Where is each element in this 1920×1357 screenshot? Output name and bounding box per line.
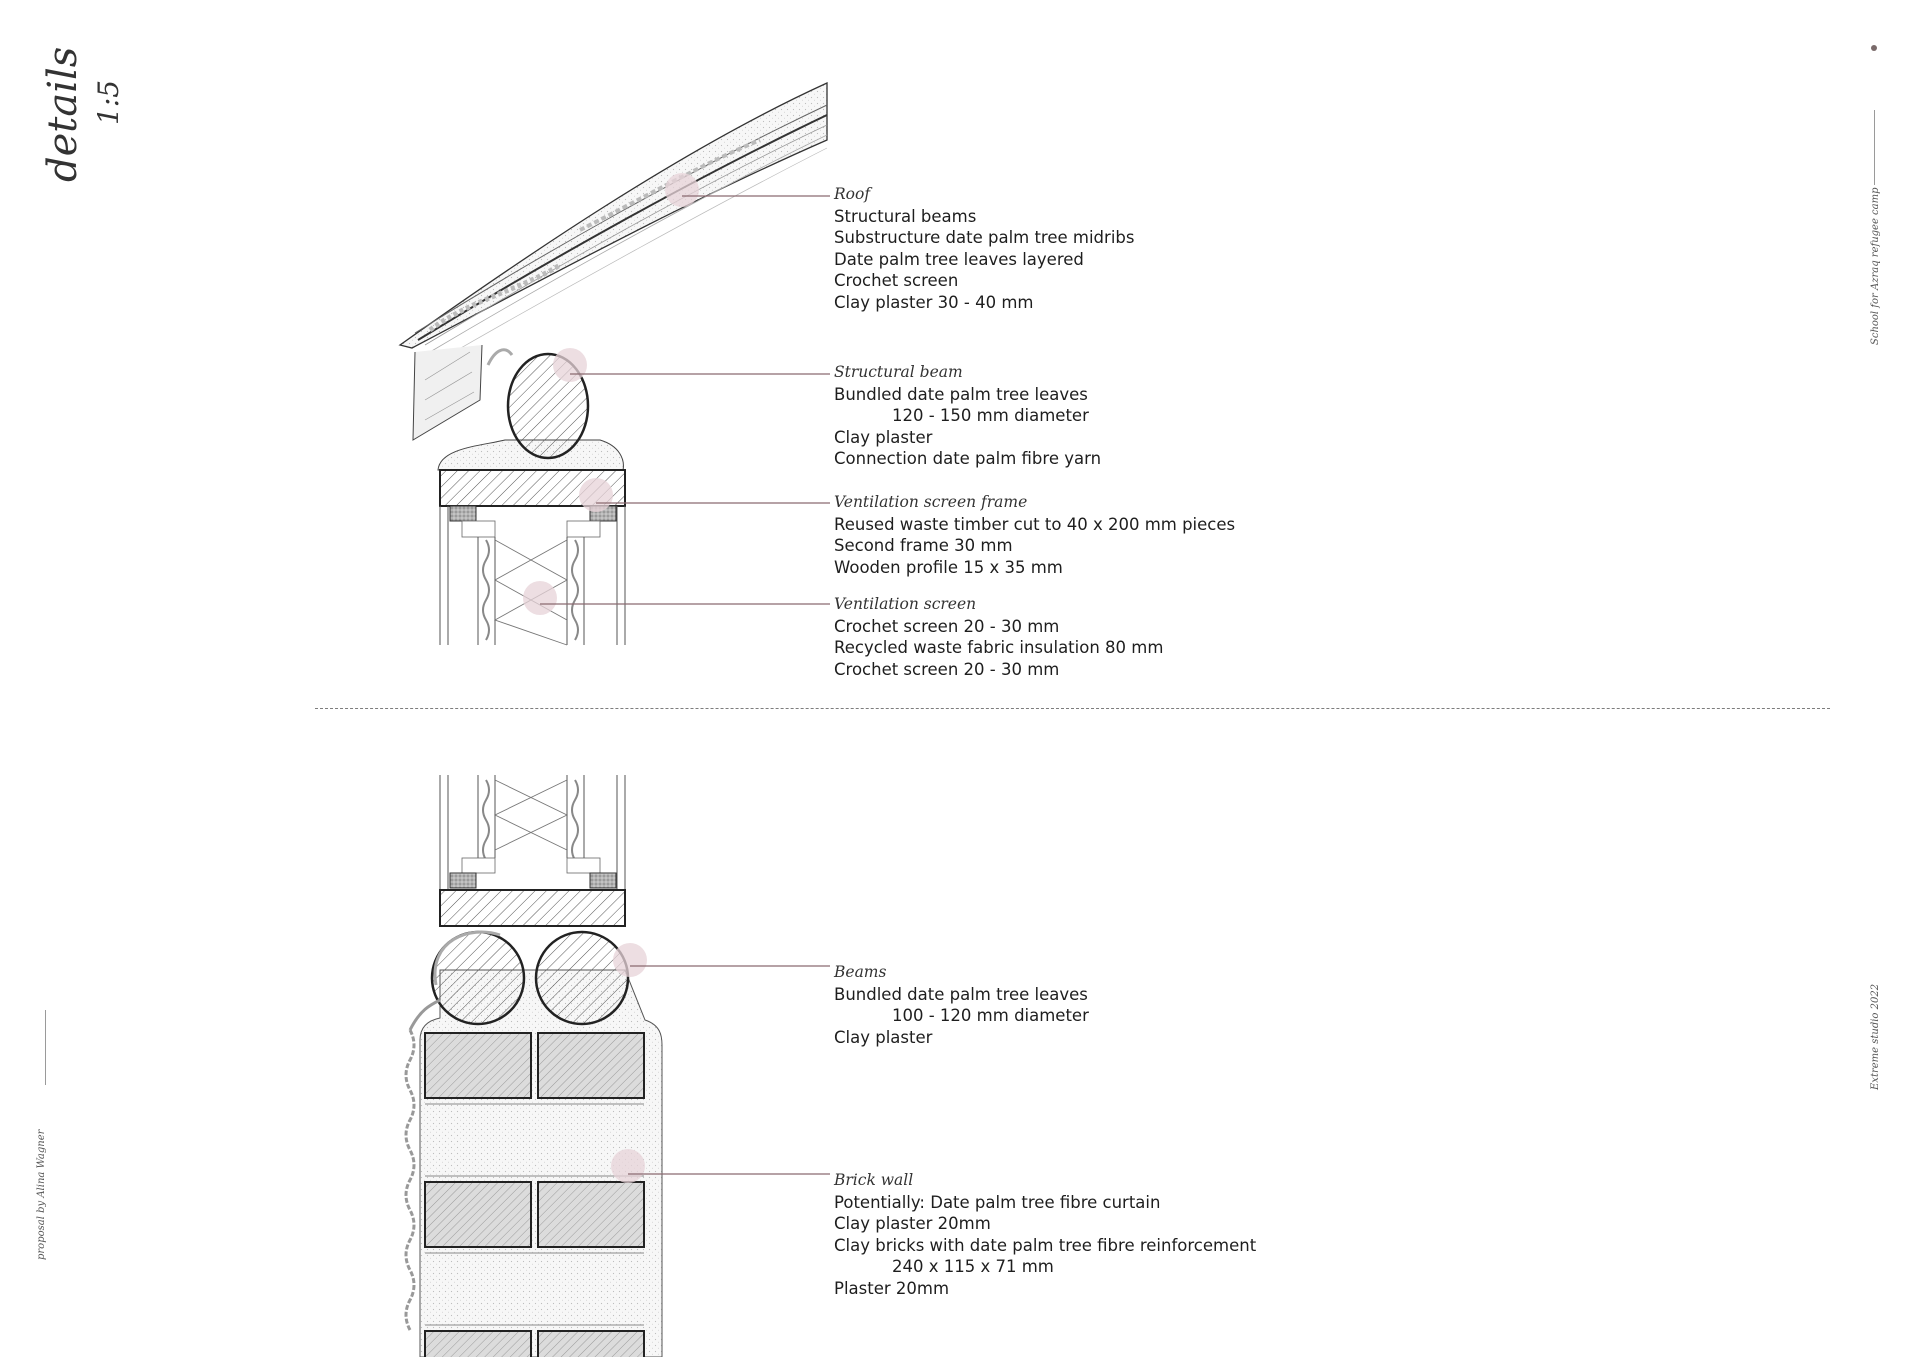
callout-heading: Brick wall xyxy=(834,1171,914,1189)
callout-line: Clay bricks with date palm tree fibre reinforcement xyxy=(834,1235,1257,1255)
brick-wall xyxy=(406,932,662,1357)
callout-line: Plaster 20mm xyxy=(834,1278,950,1298)
ventilation-screen-top xyxy=(440,506,625,645)
callout-ventilation-screen xyxy=(834,594,1163,680)
callout-heading: Ventilation screen frame xyxy=(834,493,1028,511)
studio-name: Extreme studio 2022 xyxy=(1870,983,1881,1090)
author-credit: proposal by Alina Wagner xyxy=(36,1129,47,1260)
callout-line: Clay plaster 30 - 40 mm xyxy=(834,292,1034,312)
callout-line: 100 - 120 mm diameter xyxy=(892,1006,1089,1025)
ventilation-screen-bottom xyxy=(440,775,625,926)
sheet-title: details xyxy=(40,46,86,182)
callout-line: 120 - 150 mm diameter xyxy=(892,406,1089,425)
callout-line: Clay plaster xyxy=(834,427,933,447)
callout-line: Wooden profile 15 x 35 mm xyxy=(834,557,1063,577)
callout-line: Potentially: Date palm tree fibre curtain xyxy=(834,1192,1161,1212)
callout-line: 240 x 115 x 71 mm xyxy=(892,1257,1054,1276)
callout-line: Crochet screen 20 - 30 mm xyxy=(834,659,1060,679)
callout-heading: Roof xyxy=(834,185,871,203)
callout-line: Substructure date palm tree midribs xyxy=(834,228,1135,247)
callout-line: Recycled waste fabric insulation 80 mm xyxy=(834,638,1164,657)
callout-heading: Structural beam xyxy=(834,363,963,381)
project-name: School for Azraq refugee camp xyxy=(1870,187,1881,345)
callout-beams xyxy=(834,962,1089,1048)
callout-ventilation-screen-frame xyxy=(834,492,1235,578)
callout-line: Second frame 30 mm xyxy=(834,536,1013,555)
callout-line: Reused waste timber cut to 40 x 200 mm pieces xyxy=(834,514,1236,534)
callout-line: Clay plaster xyxy=(834,1027,933,1047)
callout-line: Bundled date palm tree leaves xyxy=(834,384,1088,404)
callout-brick-wall xyxy=(834,1170,1256,1299)
callout-line: Connection date palm fibre yarn xyxy=(834,449,1102,468)
callout-line: Crochet screen 20 - 30 mm xyxy=(834,616,1060,636)
roof-section xyxy=(400,83,827,440)
callout-roof xyxy=(834,184,1134,313)
callout-structural-beam xyxy=(834,362,1101,470)
callout-line: Date palm tree leaves layered xyxy=(834,249,1084,269)
callout-heading: Ventilation screen xyxy=(834,595,977,613)
scale-label: 1:5 xyxy=(92,79,125,125)
callout-line: Crochet screen xyxy=(834,271,959,290)
callout-line: Clay plaster 20mm xyxy=(834,1214,991,1233)
callout-line: Bundled date palm tree leaves xyxy=(834,984,1088,1004)
callout-heading: Beams xyxy=(834,963,887,981)
callout-line: Structural beams xyxy=(834,206,977,226)
